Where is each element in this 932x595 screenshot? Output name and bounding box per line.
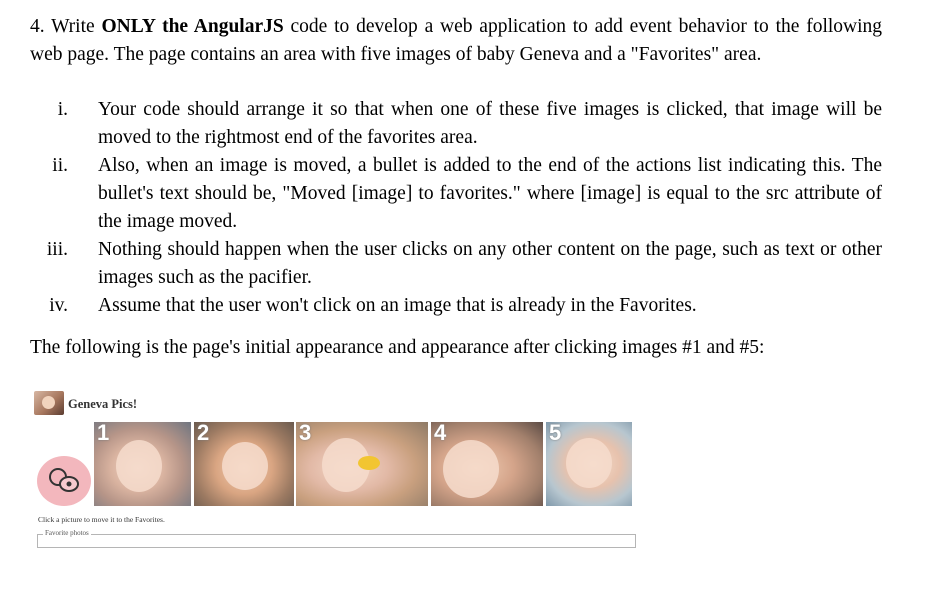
photo-number: 3 (299, 422, 312, 445)
list-item (30, 152, 882, 236)
photo-number: 1 (97, 422, 110, 445)
question-number: 4. (30, 16, 45, 37)
list-item-number: iv. (49, 295, 68, 316)
question-intro: Write (51, 16, 95, 37)
follow-text: The following is the page's initial appearance and appearance after clicking images #1 and #5: (30, 337, 765, 358)
baby-photo-3[interactable] (296, 422, 428, 506)
favorites-area (37, 529, 636, 548)
baby-photo-4[interactable] (431, 422, 543, 506)
baby-photo-2[interactable] (194, 422, 294, 506)
list-item (30, 236, 882, 292)
pacifier-icon (45, 464, 83, 498)
photo-number: 5 (549, 422, 562, 445)
list-item-number: iii. (46, 239, 68, 260)
photo-number: 2 (197, 422, 210, 445)
baby-photo-1[interactable] (94, 422, 191, 506)
question-body: code to develop a web application to add event behavior to the following web page. The page contains an area with five images of baby Geneva and a "Favorites" area. (30, 16, 883, 65)
page-title: Geneva Pics! (68, 397, 138, 411)
list-item-text: Nothing should happen when the user clicks on any other content on the page, such as text or other images such as the pacifier. (98, 239, 882, 288)
list-item (30, 96, 882, 152)
instruction-caption: Click a picture to move it to the Favorites. (38, 515, 165, 524)
requirements-list (30, 96, 882, 320)
list-item-number: i. (57, 99, 68, 120)
page-screenshot (34, 388, 636, 552)
list-item-text: Your code should arrange it so that when one of these five images is clicked, that image will be moved to the rightmost end of the favorites area. (98, 99, 882, 148)
favorites-legend: Favorite photos (45, 529, 89, 537)
list-item-number: ii. (52, 155, 68, 176)
question-emphasis: ONLY the AngularJS (101, 16, 284, 37)
question-text (30, 13, 882, 69)
list-item-text: Assume that the user won't click on an image that is already in the Favorites. (98, 295, 697, 316)
photo-number: 4 (434, 422, 447, 445)
list-item (30, 292, 882, 320)
list-item-text: Also, when an image is moved, a bullet is added to the end of the actions list indicating this. The bullet's text should be, "Moved [image] to favorites." where [image] is equal to the src attribute of the image moved. (98, 155, 882, 232)
baby-photo-5[interactable] (546, 422, 632, 506)
avatar (34, 391, 64, 415)
pacifier-image[interactable] (37, 456, 91, 506)
